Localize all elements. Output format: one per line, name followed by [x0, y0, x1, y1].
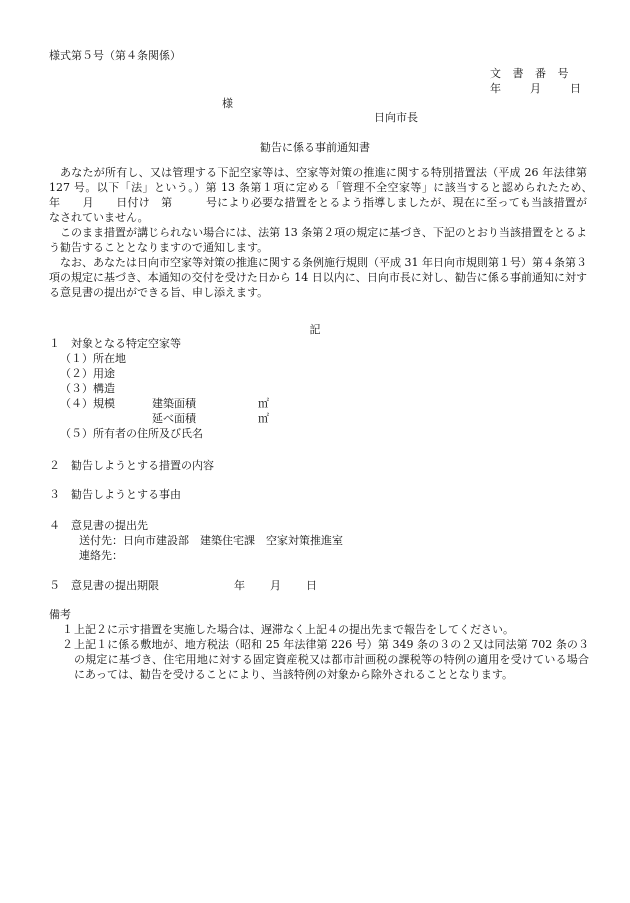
submission-destination: 送付先：日向市建設部 建築住宅課 空家対策推進室 — [79, 534, 343, 547]
issue-date-month: 月 — [530, 82, 541, 95]
addressee-suffix: 様 — [222, 97, 233, 110]
issue-date-year: 年 — [490, 82, 501, 95]
deadline-day: 日 — [306, 579, 317, 592]
building-area-unit: ㎡ — [258, 397, 269, 410]
submission-contact: 連絡先： — [79, 549, 123, 562]
issue-date — [490, 81, 581, 96]
section-1-scale: （４）規模 — [60, 397, 115, 410]
section-1-heading: １ 対象となる特定空家等 — [49, 337, 181, 350]
remarks — [49, 607, 589, 682]
ki-heading: 記 — [309, 323, 321, 336]
issue-date-day: 日 — [570, 82, 581, 95]
floor-area-unit: ㎡ — [258, 412, 269, 425]
remark-item — [49, 622, 589, 637]
paragraph-1: あなたが所有し、又は管理する下記空家等は、空家等対策の推進に関する特別措置法（平成 26 年法律第 127 号。以下「法」という。）第 13 条第１項に定める「管理不全空家等」に該当すると認められたため、 年 月 日付け 第 号により必要な措置をとるよう指導しましたが、現在に至っても当該措置がなされていません。 — [49, 166, 609, 224]
remark-text: 上記２に示す措置を実施した場合は、遅滞なく上記４の提出先まで報告をしてください。 — [74, 623, 514, 636]
section-3-heading: ３ 勧告しようとする事由 — [49, 488, 181, 501]
section-1-structure: （３）構造 — [60, 382, 115, 395]
remark-item — [49, 637, 589, 682]
remark-text: 上記１に係る敷地が、地方税法（昭和 25 年法律第 226 号）第 349 条の３の２又は同法第 702 条の３の規定に基づき、住宅用地に対する固定資産税又は都市計画税の課税等の特例の適用を受けている場合にあっては、勧告を受けることにより、当該特例の対象から除外されることとなります。 — [74, 638, 589, 681]
section-2-heading: ２ 勧告しようとする措置の内容 — [49, 459, 214, 472]
section-1-use: （２）用途 — [60, 367, 115, 380]
notice-body — [49, 165, 609, 300]
remarks-heading: 備考 — [49, 608, 71, 621]
section-4-heading: ４ 意見書の提出先 — [49, 519, 148, 532]
floor-area-label: 延べ面積 — [152, 412, 196, 425]
deadline-year: 年 — [234, 579, 245, 592]
sender-name: 日向市長 — [374, 111, 418, 124]
section-5-heading: ５ 意見書の提出期限 — [49, 579, 159, 592]
document-title: 勧告に係る事前通知書 — [260, 141, 370, 154]
paragraph-2: このまま措置が講じられない場合には、法第 13 条第２項の規定に基づき、下記のとおり当該措置をとるよう勧告することとなりますので通知します。 — [49, 226, 587, 254]
paragraph-3: なお、あなたは日向市空家等対策の推進に関する条例施行規則（平成 31 年日向市規則第１号）第４条第３項の規定に基づき、本通知の交付を受けた日から 14 日以内に、日向市長に対し、勧告に係る事前通知に対する意見書の提出ができる旨、申し添えます。 — [49, 256, 587, 299]
deadline-month: 月 — [270, 579, 281, 592]
document-number-label: 文 書 番 号 — [490, 67, 573, 80]
form-number: 様式第５号（第４条関係） — [49, 49, 181, 62]
remark-number: １ — [62, 623, 73, 636]
section-1-location: （１）所在地 — [60, 352, 126, 365]
building-area-label: 建築面積 — [152, 397, 196, 410]
remark-number: ２ — [62, 638, 73, 651]
section-1-owner: （５）所有者の住所及び氏名 — [60, 427, 203, 440]
